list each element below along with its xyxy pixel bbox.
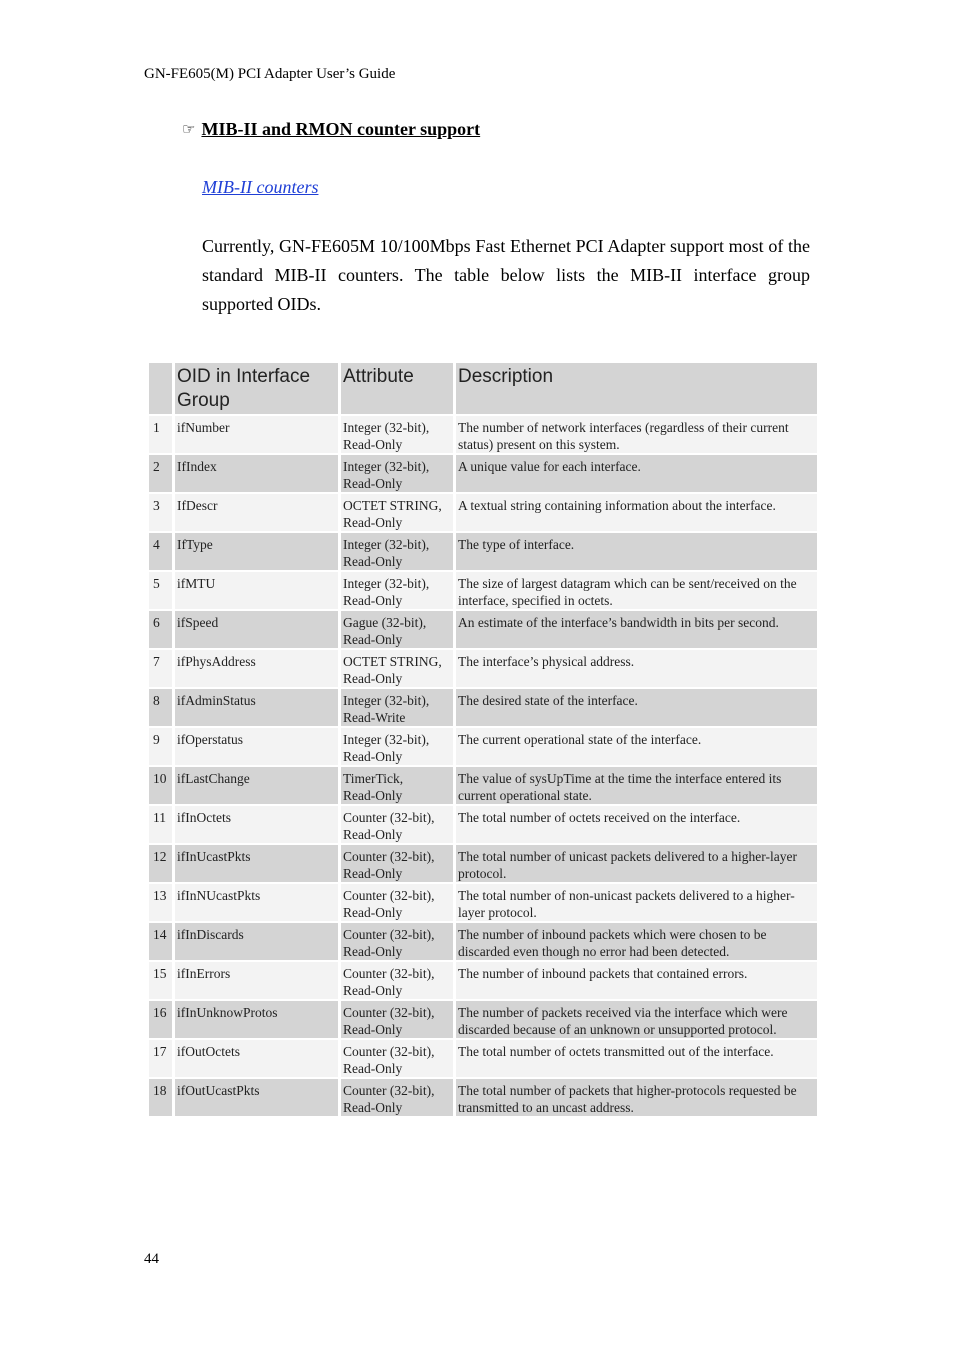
row-description: The value of sysUpTime at the time the interface entered its current operational state. [456, 767, 817, 804]
row-description: The interface’s physical address. [456, 650, 817, 687]
pointing-hand-icon: ☞ [182, 122, 196, 138]
table-row [149, 416, 817, 453]
row-description: An estimate of the interface’s bandwidth in bits per second. [456, 611, 817, 648]
row-number: 7 [149, 650, 172, 687]
row-oid: ifMTU [175, 572, 338, 609]
attribute-type: Gague (32-bit), [343, 615, 427, 630]
mib-ii-counters-link[interactable]: MIB-II counters [202, 177, 319, 197]
table-row [149, 728, 817, 765]
attribute-type: Integer (32-bit), [343, 732, 430, 747]
table-body [149, 416, 817, 1116]
attribute-type: OCTET STRING, [343, 654, 442, 669]
attribute-access: Read-Only [343, 632, 403, 647]
table-header-row [149, 363, 817, 414]
row-attribute [341, 884, 453, 921]
header-attribute: Attribute [341, 363, 453, 414]
row-number: 8 [149, 689, 172, 726]
row-oid: ifPhysAddress [175, 650, 338, 687]
attribute-access: Read-Only [343, 593, 403, 608]
row-attribute [341, 806, 453, 843]
attribute-type: Counter (32-bit), [343, 927, 435, 942]
attribute-type: Counter (32-bit), [343, 810, 435, 825]
row-attribute [341, 416, 453, 453]
row-attribute [341, 533, 453, 570]
row-description: The size of largest datagram which can be sent/received on the interface, specified in octets. [456, 572, 817, 609]
row-attribute [341, 845, 453, 882]
row-description: The number of inbound packets which were chosen to be discarded even though no error had been detected. [456, 923, 817, 960]
row-attribute [341, 611, 453, 648]
row-number: 4 [149, 533, 172, 570]
row-number: 14 [149, 923, 172, 960]
row-description: A unique value for each interface. [456, 455, 817, 492]
row-number: 1 [149, 416, 172, 453]
attribute-type: Counter (32-bit), [343, 849, 435, 864]
row-description: A textual string containing information about the interface. [456, 494, 817, 531]
row-attribute [341, 767, 453, 804]
body-paragraph: Currently, GN-FE605M 10/100Mbps Fast Ethernet PCI Adapter support most of the standard MIB-II counters. The table below lists the MIB-II interface group supported OIDs. [202, 236, 810, 314]
row-attribute [341, 1001, 453, 1038]
attribute-type: Counter (32-bit), [343, 888, 435, 903]
row-description: The number of inbound packets that contained errors. [456, 962, 817, 999]
attribute-type: OCTET STRING, [343, 498, 442, 513]
row-attribute [341, 923, 453, 960]
table-row [149, 884, 817, 921]
row-number: 9 [149, 728, 172, 765]
table-row [149, 611, 817, 648]
row-oid: ifInErrors [175, 962, 338, 999]
attribute-access: Read-Only [343, 827, 403, 842]
table-row [149, 1001, 817, 1038]
table-row [149, 962, 817, 999]
attribute-type: Integer (32-bit), [343, 459, 430, 474]
table-row [149, 533, 817, 570]
header-description: Description [456, 363, 817, 414]
row-number: 17 [149, 1040, 172, 1077]
attribute-type: Counter (32-bit), [343, 1005, 435, 1020]
row-attribute [341, 494, 453, 531]
row-number: 2 [149, 455, 172, 492]
row-attribute [341, 728, 453, 765]
row-oid: ifSpeed [175, 611, 338, 648]
row-oid: ifAdminStatus [175, 689, 338, 726]
attribute-access: Read-Write [343, 710, 406, 725]
row-number: 5 [149, 572, 172, 609]
table-row [149, 923, 817, 960]
table-row [149, 455, 817, 492]
row-description: The total number of octets transmitted out of the interface. [456, 1040, 817, 1077]
table-row [149, 494, 817, 531]
row-description: The total number of octets received on the interface. [456, 806, 817, 843]
attribute-access: Read-Only [343, 476, 403, 491]
row-attribute [341, 689, 453, 726]
header-num [149, 363, 172, 414]
row-attribute [341, 572, 453, 609]
attribute-access: Read-Only [343, 1061, 403, 1076]
page-number: 44 [144, 1251, 159, 1267]
row-oid: ifInNUcastPkts [175, 884, 338, 921]
row-number: 11 [149, 806, 172, 843]
attribute-access: Read-Only [343, 671, 403, 686]
row-oid: IfIndex [175, 455, 338, 492]
attribute-type: Counter (32-bit), [343, 1044, 435, 1059]
attribute-access: Read-Only [343, 515, 403, 530]
attribute-access: Read-Only [343, 749, 403, 764]
row-attribute [341, 1079, 453, 1116]
attribute-type: TimerTick, [343, 771, 404, 786]
attribute-access: Read-Only [343, 554, 403, 569]
row-oid: ifInUcastPkts [175, 845, 338, 882]
attribute-access: Read-Only [343, 866, 403, 881]
row-oid: ifOutUcastPkts [175, 1079, 338, 1116]
table-row [149, 806, 817, 843]
row-oid: ifInDiscards [175, 923, 338, 960]
row-number: 3 [149, 494, 172, 531]
row-attribute [341, 650, 453, 687]
table-row [149, 845, 817, 882]
row-description: The total number of non-unicast packets delivered to a higher-layer protocol. [456, 884, 817, 921]
row-oid: ifNumber [175, 416, 338, 453]
row-attribute [341, 455, 453, 492]
row-description: The total number of unicast packets delivered to a higher-layer protocol. [456, 845, 817, 882]
row-number: 10 [149, 767, 172, 804]
row-oid: ifOutOctets [175, 1040, 338, 1077]
attribute-access: Read-Only [343, 788, 403, 803]
attribute-access: Read-Only [343, 944, 403, 959]
table-row [149, 572, 817, 609]
section-title [182, 119, 480, 140]
row-description: The total number of packets that higher-protocols requested be transmitted to an uncast address. [456, 1079, 817, 1116]
row-oid: ifInUnknowProtos [175, 1001, 338, 1038]
row-description: The desired state of the interface. [456, 689, 817, 726]
row-oid: IfType [175, 533, 338, 570]
attribute-type: Integer (32-bit), [343, 537, 430, 552]
row-number: 13 [149, 884, 172, 921]
row-description: The type of interface. [456, 533, 817, 570]
row-number: 6 [149, 611, 172, 648]
page-header: GN-FE605(M) PCI Adapter User’s Guide [144, 66, 396, 82]
attribute-access: Read-Only [343, 983, 403, 998]
attribute-type: Counter (32-bit), [343, 966, 435, 981]
row-number: 18 [149, 1079, 172, 1116]
header-oid: OID in Interface Group [175, 363, 338, 414]
row-description: The current operational state of the interface. [456, 728, 817, 765]
attribute-type: Integer (32-bit), [343, 693, 430, 708]
table-row [149, 650, 817, 687]
row-number: 16 [149, 1001, 172, 1038]
row-description: The number of network interfaces (regardless of their current status) present on this system. [456, 416, 817, 453]
attribute-type: Counter (32-bit), [343, 1083, 435, 1098]
attribute-type: Integer (32-bit), [343, 576, 430, 591]
row-description: The number of packets received via the interface which were discarded because of an unknown or unsupported protocol. [456, 1001, 817, 1038]
row-number: 12 [149, 845, 172, 882]
row-oid: ifLastChange [175, 767, 338, 804]
table-row [149, 1079, 817, 1116]
attribute-access: Read-Only [343, 905, 403, 920]
attribute-access: Read-Only [343, 437, 403, 452]
section-title-text: MIB-II and RMON counter support [201, 119, 481, 139]
attribute-access: Read-Only [343, 1022, 403, 1037]
table-row [149, 767, 817, 804]
oid-table [146, 361, 820, 1118]
table-row [149, 689, 817, 726]
row-oid: ifInOctets [175, 806, 338, 843]
attribute-type: Integer (32-bit), [343, 420, 430, 435]
row-oid: ifOperstatus [175, 728, 338, 765]
row-attribute [341, 962, 453, 999]
attribute-access: Read-Only [343, 1100, 403, 1115]
row-number: 15 [149, 962, 172, 999]
row-oid: IfDescr [175, 494, 338, 531]
row-attribute [341, 1040, 453, 1077]
table-row [149, 1040, 817, 1077]
